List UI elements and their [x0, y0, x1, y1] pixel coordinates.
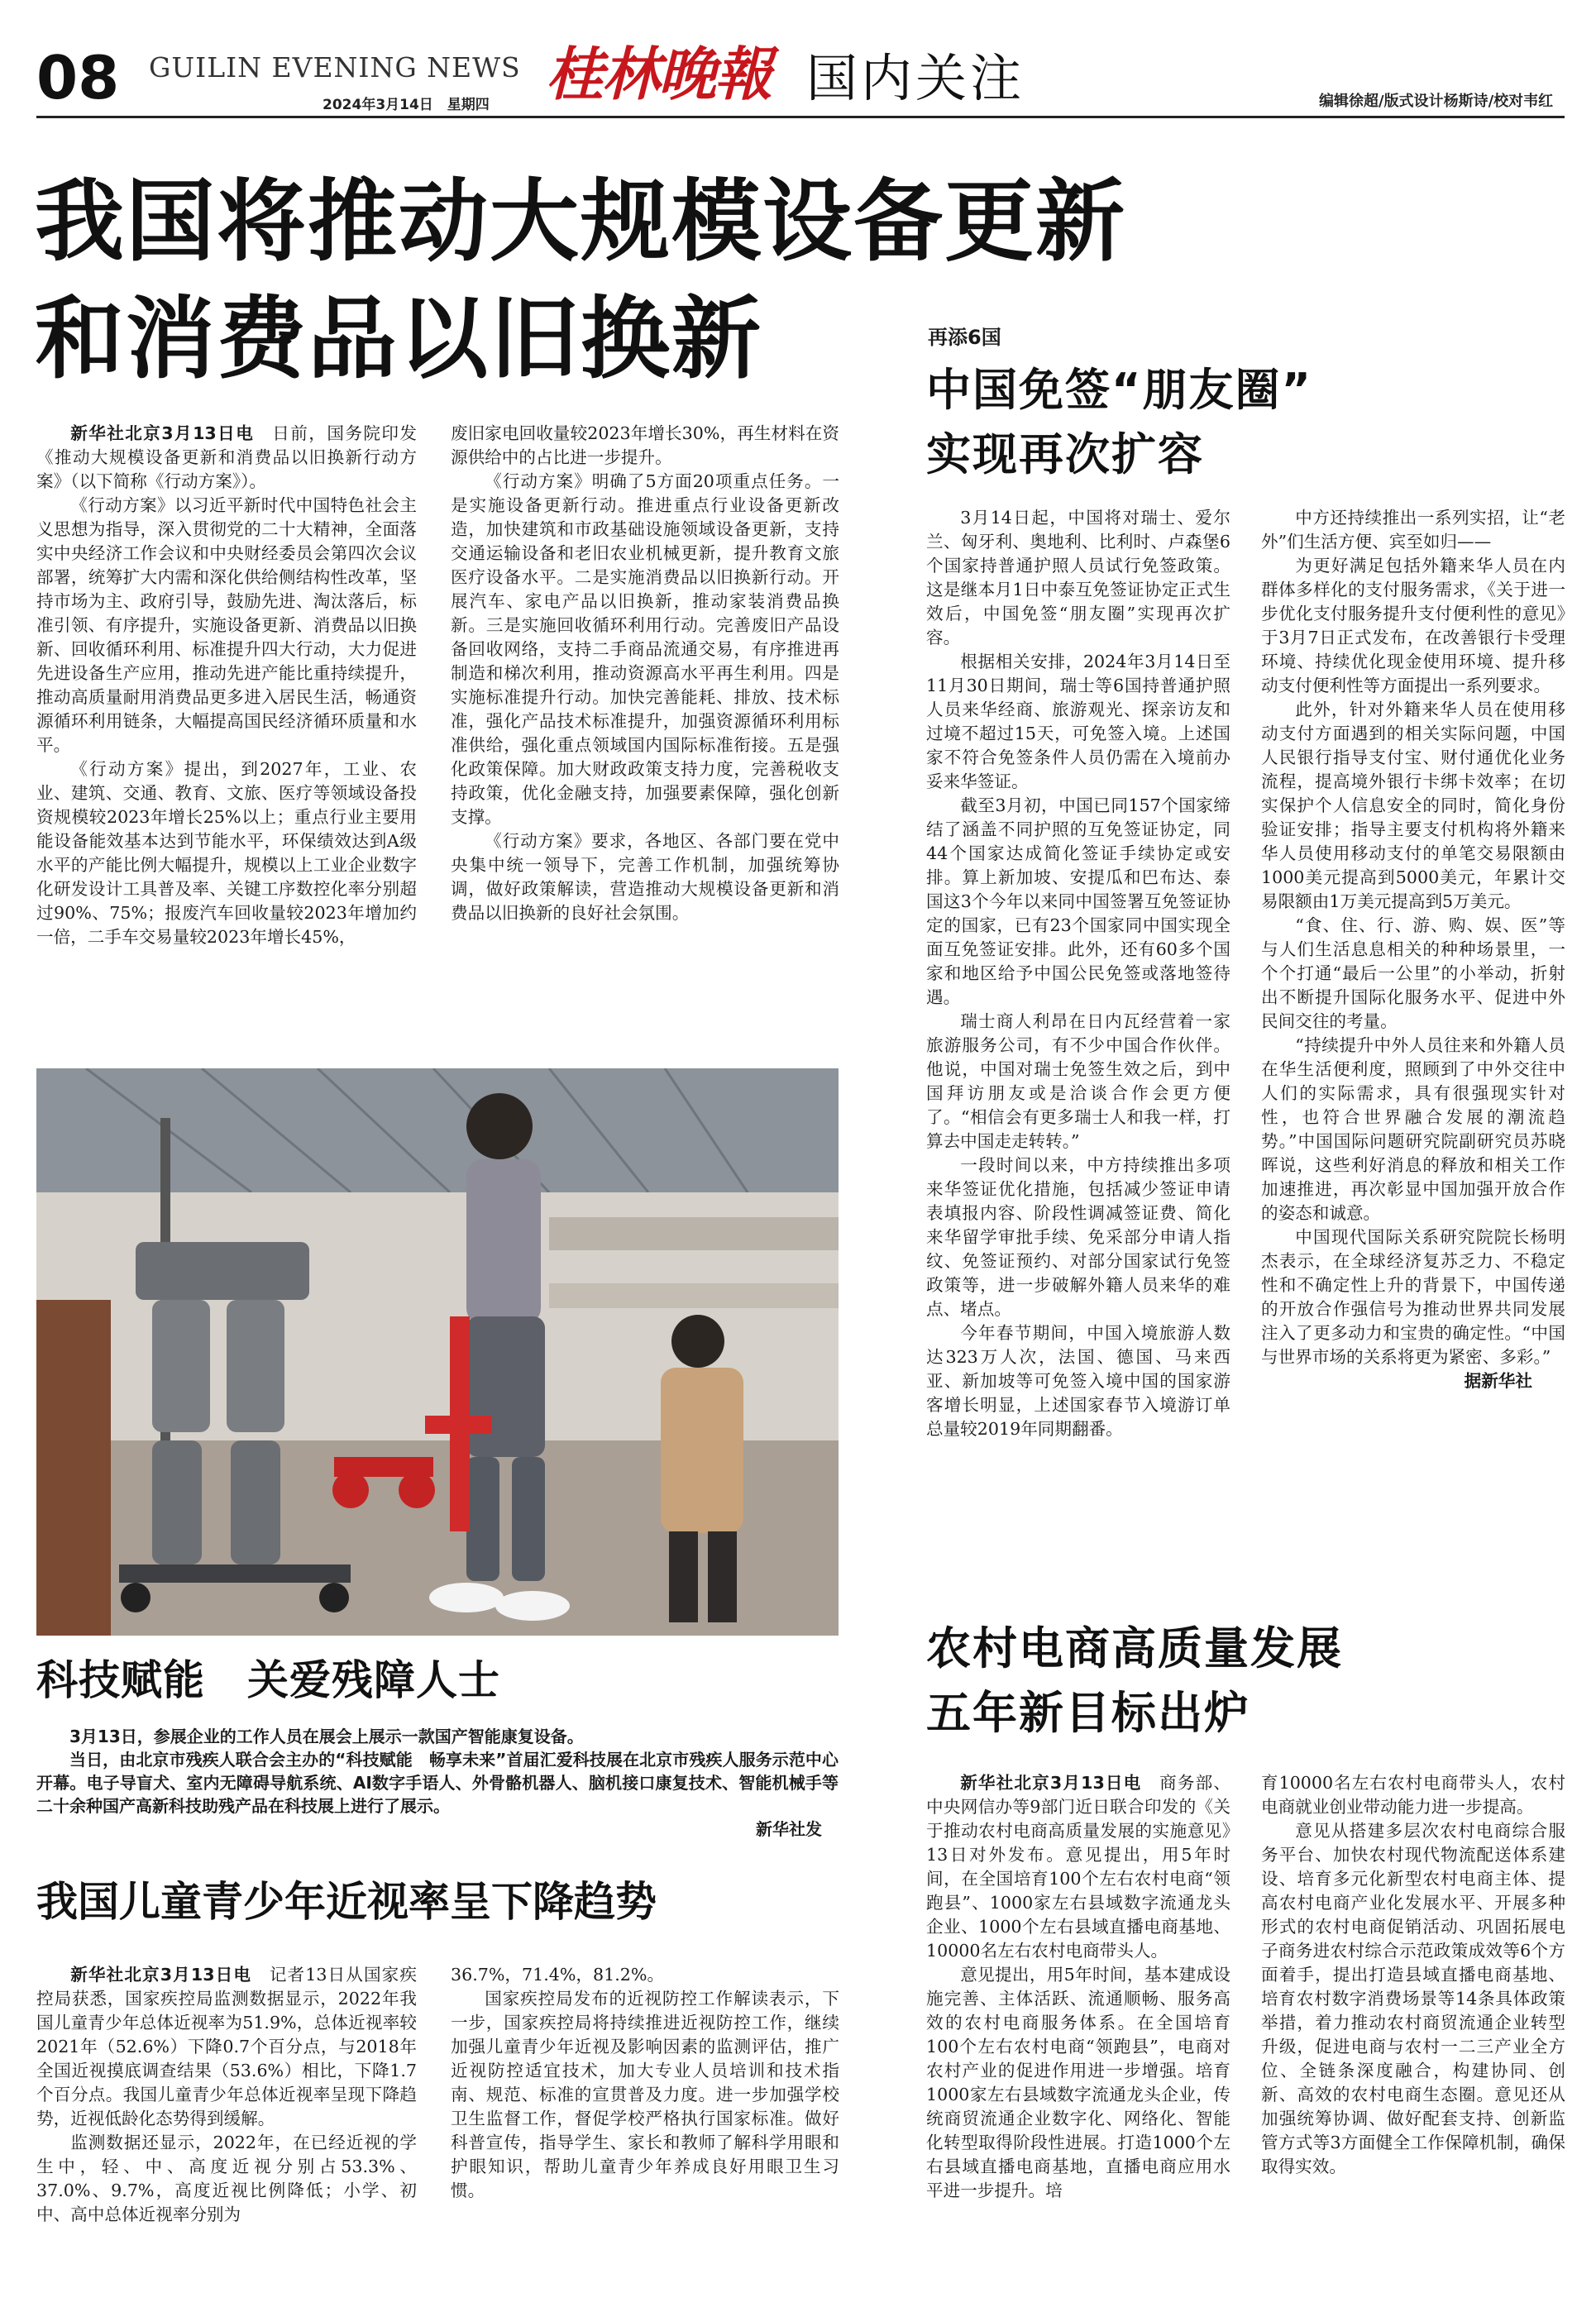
editors-credit: 编辑徐超/版式设计杨斯诗/校对韦红 [1319, 93, 1554, 110]
wooden-wall [36, 1300, 111, 1636]
visa-c1-p1: 3月14日起，中国将对瑞士、爱尔兰、匈牙利、奥地利、比利时、卢森堡6个国家持普通护照人员试行免签政策。这是继本月1日中泰互免签证协定正式生效后，中国免签“朋友圈”实现再次扩容。 [926, 508, 1230, 647]
ecommerce-dateline: 新华社北京3月13日电 [960, 1773, 1142, 1793]
photo-headline: 科技赋能 关爱残障人士 [36, 1656, 500, 1704]
page-number: 08 [36, 43, 120, 112]
visa-c2-p4: “食、住、行、游、购、娱、医”等与人们生活息息相关的种种场景里，一个个打通“最后一公里”的小举动，折射出不断提升国际化服务水平、促进中外民间交往的考量。 [1261, 915, 1565, 1031]
caption-body: 当日，由北京市残疾人联合会主办的“科技赋能 畅享未来”首届汇爱科技展在北京市残疾人服务示范中心开幕。电子导盲犬、室内无障碍导航系统、AI数字手语人、外骨骼机器人、脑机接口康复技术、智能机械手等二十余种国产高新科技助残产品在科技展上进行了展示。 [36, 1750, 839, 1816]
ecommerce-column-2 [1261, 1771, 1565, 2179]
myopia-p1: 记者13日从国家疾控局获悉，国家疾控局监测数据显示，2022年我国儿童青少年总体近视率为51.9%，总体近视率较2021年（52.6%）下降0.7个百分点，与2018年全国近视摸底调查结果（53.6%）相比，下降1.7个百分点。我国儿童青少年总体近视率呈现下降趋势，近视低龄化态势得到缓解。 [36, 1965, 417, 2128]
visa-headline-line1: 中国免签“朋友圈” [926, 364, 1312, 416]
lead-p2: 《行动方案》以习近平新时代中国特色社会主义思想为指导，深入贯彻党的二十大精神，全面落实中央经济工作会议和中央财经委员会第四次会议部署，统筹扩大内需和深化供给侧结构性改革，坚持市场为主、政府引导，鼓励先进、淘汰落后，标准引领、有序提升，实施设备更新、消费品以旧换新、回收循环利用、标准提升四大行动，大力促进先进设备生产应用，推动先进产能比重持续提升，推动高质量耐用消费品更多进入居民生活，畅通资源循环利用链条，大幅提高国民经济循环质量和水平。 [36, 495, 417, 755]
visa-c1-p6: 今年春节期间，中国入境旅游人数达323万人次，法国、德国、马来西亚、新加坡等可免签入境中国的国家游客增长明显，上述国家春节入境游订单总量较2019年同期翻番。 [926, 1323, 1230, 1439]
lead-p5: 《行动方案》明确了5方面20项重点任务。一是实施设备更新行动。推进重点行业设备更新改造，加快建筑和市政基础设施领域设备更新，支持交通运输设备和老旧农业机械更新，提升教育文旅医疗设备水平。二是实施消费品以旧换新行动。开展汽车、家电产品以旧换新，推动家装消费品换新。三是实施回收循环利用行动。完善废旧产品设备回收网络，支持二手商品流通交易，有序推进再制造和梯次利用，推动资源高水平再生利用。四是实施标准提升行动。加快完善能耗、排放、技术标准，强化产品技术标准提升，加强资源循环利用标准供给，强化重点领域国内国际标准衔接。五是强化政策保障。加大财政政策支持力度，完善税收支持政策，优化金融支持，加强要素保障，强化创新支撑。 [451, 471, 839, 827]
ecommerce-p3: 育10000名左右农村电商带头人，农村电商就业创业带动能力进一步提高。 [1261, 1773, 1565, 1817]
visa-c1-p4: 瑞士商人利昂在日内瓦经营着一家旅游服务公司，有不少中国合作伙伴。他说，中国对瑞士免签生效之后，到中国拜访朋友或是洽谈合作会更方便了。“相信会有更多瑞士人和我一样，打算去中国走走转转。” [926, 1011, 1230, 1151]
newspaper-logo: 桂林晚報 [546, 40, 771, 108]
lead-column-1 [36, 422, 417, 949]
visa-kicker: 再添6国 [928, 326, 1001, 349]
ceiling [36, 1068, 839, 1192]
ecommerce-p2: 意见提出，用5年时间，基本建成设施完善、主体活跃、流通顺畅、服务高效的农村电商服务体系。在全国培育100个左右农村电商“领跑县”，电商对农村产业的促进作用进一步增强。培育1000家左右县域数字流通龙头企业，传统商贸流通企业数字化、网络化、智能化转型取得阶段性进展。打造1000个左右县域直播电商基地，直播电商应用水平进一步提升。培 [926, 1965, 1230, 2200]
masthead-rule [36, 116, 1565, 118]
visa-headline-line2: 实现再次扩容 [926, 428, 1204, 480]
lead-dateline: 新华社北京3月13日电 [70, 423, 255, 443]
photo-caption [36, 1725, 839, 1841]
news-photo [36, 1068, 839, 1636]
visa-c2-p6: 中国现代国际关系研究院院长杨明杰表示，在全球经济复苏乏力、不稳定性和不确定性上升的背景下，中国传递的开放合作强信号为推动世界共同发展注入了更多动力和宝贵的确定性。“中国与世界市场的关系将更为紧密、多彩。” [1261, 1227, 1565, 1367]
myopia-dateline: 新华社北京3月13日电 [70, 1965, 252, 1985]
visa-column-2 [1261, 506, 1565, 1393]
lead-p3: 《行动方案》提出，到2027年，工业、农业、建筑、交通、教育、文旅、医疗等领域设备投资规模较2023年增长25%以上；重点行业主要用能设备能效基本达到节能水平，环保绩效达到A级水平的产能比例大幅提升，规模以上工业企业数字化研发设计工具普及率、关键工序数控化率分别超过90%、75%；报废汽车回收量较2023年增加约一倍，二手车交易量较2023年增长45%， [36, 759, 417, 947]
photo-credit: 新华社发 [756, 1819, 822, 1839]
ecommerce-headline-line1: 农村电商高质量发展 [926, 1622, 1343, 1674]
ecommerce-headline-line2: 五年新目标出炉 [926, 1687, 1250, 1739]
visa-column-1 [926, 506, 1230, 1441]
balcony [549, 1217, 839, 1250]
visa-c1-p5: 一段时间以来，中方持续推出多项来华签证优化措施，包括减少签证申请表填报内容、阶段性调减签证费、简化来华留学审批手续、免采部分申请人指纹、免签证预约、对部分国家试行免签政策等，进一步破解外籍人员来华的难点、堵点。 [926, 1155, 1230, 1319]
ecommerce-column-1 [926, 1771, 1230, 2203]
myopia-p4: 国家疾控局发布的近视防控工作解读表示，下一步，国家疾控局将持续推进近视防控工作，继续加强儿童青少年近视及影响因素的监测评估，推广近视防控适宜技术，加大专业人员培训和技术指南、规范、标准的宣贯普及力度。进一步加强学校卫生监督工作，督促学校严格执行国家标准。做好科普宣传，指导学生、家长和教师了解科学用眼和护眼知识，帮助儿童青少年养成良好用眼卫生习惯。 [451, 1989, 839, 2200]
lead-headline-line2: 和消费品以旧换新 [35, 288, 763, 391]
lead-headline-line1: 我国将推动大规模设备更新 [35, 170, 1127, 274]
visa-c2-p1: 中方还持续推出一系列实招，让“老外”们生活方便、宾至如归—— [1261, 508, 1565, 552]
ecommerce-p4: 意见从搭建多层次农村电商综合服务平台、加快农村现代物流配送体系建设、培育多元化新型农村电商主体、提高农村电商产业化发展水平、开展多种形式的农村电商促销活动、巩固拓展电子商务进农村综合示范政策成效等6个方面着手，提出打造县域直播电商基地、培育农村数字消费场景等14条具体政策举措，着力推动农村商贸流通企业转型升级，促进电商与农村一二三产业全方位、全链条深度融合，构建协同、创新、高效的农村电商生态圈。意见还从加强统筹协调、做好配套支持、创新监管方式等3方面健全工作保障机制，确保取得实效。 [1261, 1821, 1565, 2176]
section-title: 国内关注 [806, 48, 1025, 108]
lead-p1: 日前，国务院印发《推动大规模设备更新和消费品以旧换新行动方案》（以下简称《行动方案》）。 [36, 423, 418, 491]
issue-date: 2024年3月14日 星期四 [323, 97, 490, 113]
myopia-p2: 监测数据还显示，2022年，在已经近视的学生中，轻、中、高度近视分别占53.3%、37.0%、9.7%，高度近视比例降低；小学、初中、高中总体近视率分别为 [36, 2133, 417, 2224]
visa-c2-p5: “持续提升中外人员往来和外籍人员在华生活便利度，照顾到了中外交往中人们的实际需求，具有很强现实针对性，也符合世界融合发展的潮流趋势。”中国国际问题研究院副研究员苏晓晖说，这些利好消息的释放和相关工作加速推进，再次彰显中国加强开放合作的姿态和诚意。 [1261, 1035, 1565, 1223]
visa-c2-p3: 此外，针对外籍来华人员在使用移动支付方面遇到的相关实际问题，中国人民银行指导支付宝、财付通优化业务流程，提高境外银行卡绑卡效率；在切实保护个人信息安全的同时，简化身份验证安排；指导主要支付机构将外籍来华人员使用移动支付的单笔交易限额由1000美元提高到5000美元，年累计交易限额由1万美元提高到5万美元。 [1261, 700, 1565, 911]
visa-c2-p2: 为更好满足包括外籍来华人员在内群体多样化的支付服务需求，《关于进一步优化支付服务提升支付便利性的意见》于3月7日正式发布，在改善银行卡受理环境、持续优化现金使用环境、提升移动支付便利性等方面提出一系列要求。 [1261, 556, 1565, 695]
myopia-column-1 [36, 1963, 417, 2227]
lead-p6: 《行动方案》要求，各地区、各部门要在党中央集中统一领导下，完善工作机制，加强统筹协调，做好政策解读，营造推动大规模设备更新和消费品以旧换新的良好社会氛围。 [451, 831, 839, 923]
myopia-p3: 36.7%，71.4%，81.2%。 [451, 1965, 665, 1985]
caption-line-1: 3月13日，参展企业的工作人员在展会上展示一款国产智能康复设备。 [69, 1727, 584, 1746]
visa-c1-p3: 截至3月初，中国已同157个国家缔结了涵盖不同护照的互免签证协定，同44个国家达成简化签证手续协定或安排。算上新加坡、安提瓜和巴布达、泰国这3个今年以来同中国签署互免签证协定的国家，已有23个国家同中国实现全面互免签证安排。此外，还有60多个国家和地区给予中国公民免签或落地签待遇。 [926, 795, 1230, 1007]
photo-illustration [36, 1068, 839, 1636]
lead-column-2 [451, 422, 839, 925]
ecommerce-p1: 商务部、中央网信办等9部门近日联合印发的《关于推动农村电商高质量发展的实施意见》13日对外发布。意见提出，用5年时间，在全国培育100个左右农村电商“领跑县”、1000家左右县域数字流通龙头企业、1000个左右县域直播电商基地、10000名左右农村电商带头人。 [926, 1773, 1230, 1961]
myopia-column-2 [451, 1963, 839, 2203]
balcony [549, 1283, 839, 1308]
lead-p4: 废旧家电回收量较2023年增长30%，再生材料在资源供给中的占比进一步提升。 [451, 423, 839, 467]
visa-credit: 据新华社 [1464, 1371, 1532, 1391]
myopia-headline: 我国儿童青少年近视率呈下降趋势 [36, 1878, 657, 1926]
english-name: GUILIN EVENING NEWS [149, 51, 521, 84]
visa-c1-p2: 根据相关安排，2024年3月14日至11月30日期间，瑞士等6国持普通护照人员来华经商、旅游观光、探亲访友和过境不超过15天，可免签入境。上述国家不符合免签条件人员仍需在入境前办妥来华签证。 [926, 652, 1230, 791]
